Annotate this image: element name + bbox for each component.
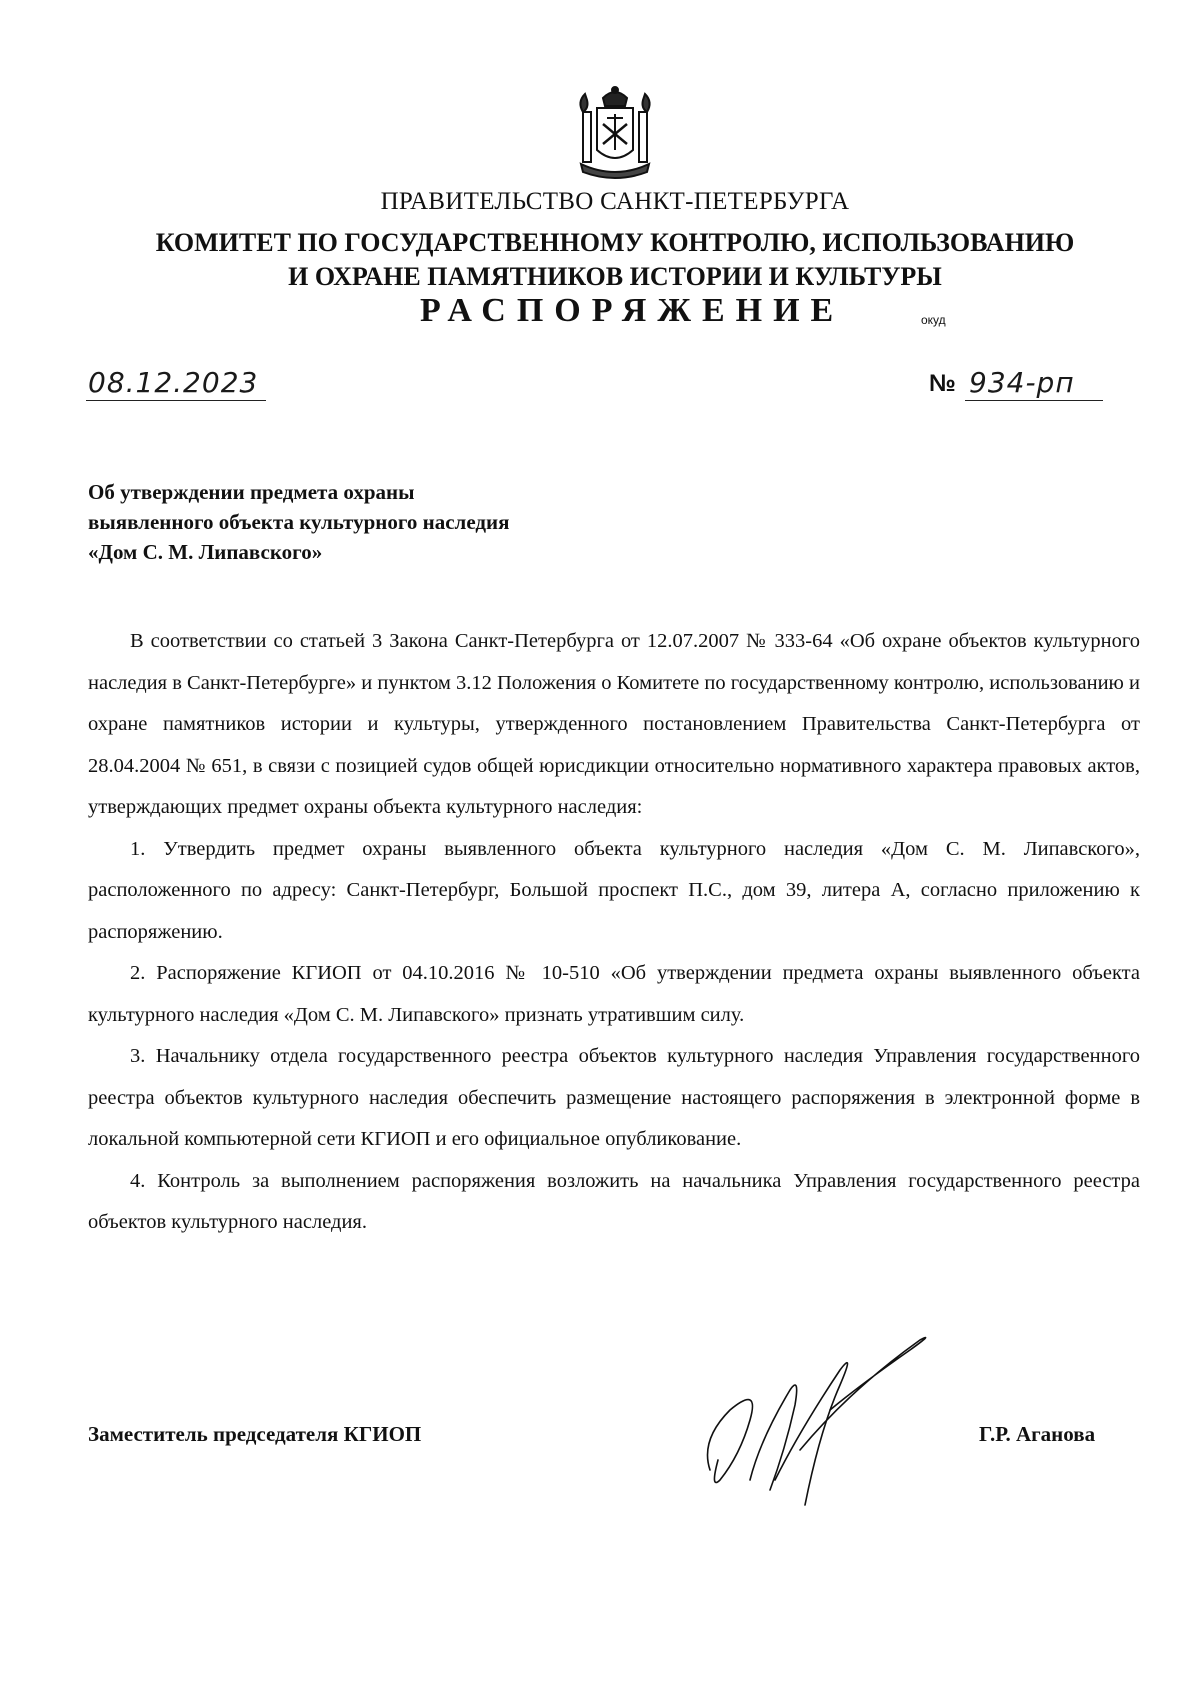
document-date: 08.12.2023 bbox=[88, 366, 259, 399]
committee-line-1: КОМИТЕТ ПО ГОСУДАРСТВЕННОМУ КОНТРОЛЮ, ИСПОЛЬЗОВАНИЮ bbox=[155, 228, 1075, 257]
committee-name bbox=[0, 226, 1200, 294]
signatory-name: Г.Р. Аганова bbox=[979, 1422, 1096, 1446]
item-2-paragraph: 2. Распоряжение КГИОП от 04.10.2016 № 10-510 «Об утверждении предмета охраны выявленного объекта культурного наследия «Дом С. М. Липавского» признать утратившим силу. bbox=[88, 962, 1140, 1026]
date-field bbox=[86, 366, 266, 401]
number-label: № bbox=[929, 370, 956, 397]
item-1-paragraph: 1. Утвердить предмет охраны выявленного объекта культурного наследия «Дом С. М. Липавского», расположенного по адресу: Санкт-Петербург, Большой проспект П.С., дом 39, литера А, согласно приложению к распоряжению. bbox=[88, 837, 1140, 943]
okud-label: окуд bbox=[921, 313, 946, 327]
item-4-paragraph: 4. Контроль за выполнением распоряжения возложить на начальника Управления государственного реестра объектов культурного наследия. bbox=[88, 1169, 1140, 1233]
document-number: 934-рп bbox=[969, 366, 1075, 399]
item-3-paragraph: 3. Начальнику отдела государственного реестра объектов культурного наследия Управления государственного реестра объектов культурного наследия обеспечить размещение настоящего распоряжения в электронной форме в локальной компьютерной сети КГИОП и его официальное опубликование. bbox=[88, 1045, 1140, 1150]
title-line-2: выявленного объекта культурного наследия bbox=[88, 510, 510, 534]
committee-line-2: И ОХРАНЕ ПАМЯТНИКОВ ИСТОРИИ И КУЛЬТУРЫ bbox=[288, 262, 942, 291]
signatory-role: Заместитель председателя КГИОП bbox=[88, 1422, 422, 1446]
government-name: ПРАВИТЕЛЬСТВО САНКТ-ПЕТЕРБУРГА bbox=[380, 188, 850, 215]
document-title bbox=[88, 477, 509, 567]
signature-icon bbox=[690, 1330, 940, 1510]
document-body bbox=[88, 621, 1140, 1244]
coat-of-arms-icon bbox=[573, 84, 657, 184]
preamble-paragraph: В соответствии со статьей 3 Закона Санкт-Петербурга от 12.07.2007 № 333-64 «Об охране объектов культурного наследия в Санкт-Петербурге» и пунктом 3.12 Положения о Комитете по государственному контролю, использованию и охране памятников истории и культуры, утвержденного постановлением Правительства Санкт-Петербурга от 28.04.2004 № 651, в связи с позицией судов общей юрисдикции относительно нормативного характера правовых актов, утверждающих предмет охраны объекта культурного наследия: bbox=[88, 630, 1140, 818]
title-line-3: «Дом С. М. Липавского» bbox=[88, 540, 323, 564]
number-field bbox=[965, 366, 1103, 401]
document-type: РАСПОРЯЖЕНИЕ bbox=[420, 292, 845, 329]
title-line-1: Об утверждении предмета охраны bbox=[88, 480, 415, 504]
